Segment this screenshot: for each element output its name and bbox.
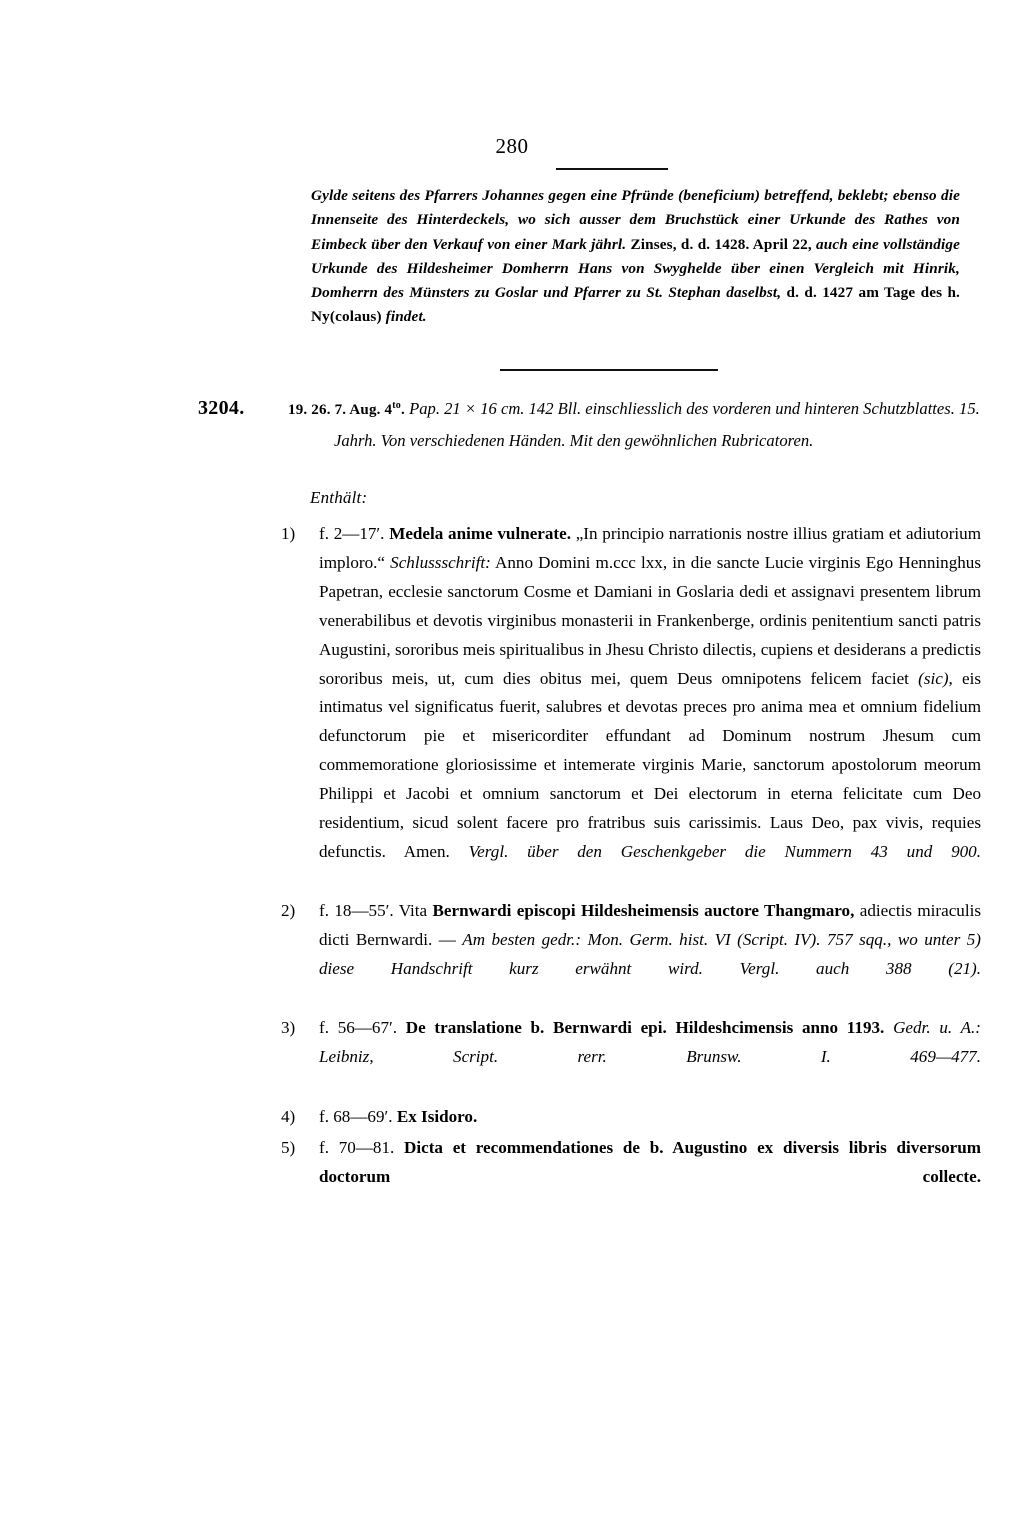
page-number-header [0, 136, 1024, 158]
item-colophon-text: Anno Domini m.ccc lxx, in die sancte Lucie virginis Ego Henninghus Papetran, ecclesie sanctorum Cosme et Damiani in Goslaria dedi et assignavi presentem librum venerabilibus et devotis virginibus monasterii in Frankenberge, ordinis penitentium sancti patris Augustini, sororibus meis spiritualibus in Jhesu Christo dilectis, cupiens et desiderans a predictis sororibus meis, ut, cum dies obitus mei, quem Deus omnipotens felicem faciet [319, 552, 981, 688]
contains-label: Enthält: [310, 488, 368, 507]
item-folio: f. 2—17′. [319, 524, 385, 543]
list-item [281, 897, 981, 1013]
item-body [319, 520, 981, 896]
item-title-prefix: Vita [398, 900, 433, 920]
item-incipit: „In principio narrationis nostre illius gratiam et adiutorium imploro.“ [319, 524, 981, 572]
item-folio: f. 56—67′. [319, 1018, 397, 1038]
intro-text-upright-2: d. d. 1427 am Tage des h. Ny(colaus) [311, 284, 960, 326]
page-number-rule [556, 168, 668, 170]
item-folio: f. 18—55′. [319, 900, 394, 920]
items-list [281, 520, 981, 1221]
item-title: De translatione b. Bernwardi epi. Hildeshcimensis anno 1193. [405, 1018, 885, 1038]
item-marker: 4) [281, 1107, 296, 1127]
entry-number: 3204. [198, 397, 245, 419]
item-title: Dicta et recommendationes de b. Augustino ex diversis libris diversorum doctorum collecte. [319, 1138, 982, 1186]
list-item [281, 520, 981, 896]
item-marker: 2) [281, 900, 296, 920]
item-title: Medela anime vulnerate. [389, 524, 571, 543]
entry-heading [288, 394, 1006, 455]
intro-paragraph [311, 184, 960, 330]
intro-text-3: findet. [381, 308, 427, 326]
item-marker: 1) [281, 524, 296, 543]
section-divider-rule [500, 369, 718, 371]
item-folio: f. 68—69′. [319, 1107, 393, 1127]
intro-text-1: Gylde seitens des Pfarrers Johannes gegen eine Pfründe (beneficium) betreffend, beklebt; ebenso die Innenseite des Hinterdeckels, wo sich ausser dem Bruchstück einer Urkunde des Rathes von Eimbeck über den Verkauf von einer Mark jährl. [311, 187, 960, 253]
page-number: 280 [495, 134, 529, 158]
item-reference-note: Vergl. über den Geschenkgeber die Nummern 43 und 900. [468, 841, 981, 861]
shelfmark-text: 19. 26. 7. Aug. 4 [288, 402, 393, 418]
list-item [281, 1103, 981, 1132]
item-body [319, 1014, 981, 1101]
shelfmark-period: . [400, 402, 405, 418]
intro-text-2: auch eine vollständige Urkunde des Hildesheimer Domherrn Hans von Swyghelde über einen Vergleich mit Hinrik, Domherrn des Münsters zu Goslar und Pfarrer zu St. Stephan daselbst, [311, 235, 960, 302]
item-reference-note: Am besten gedr.: Mon. Germ. hist. VI (Script. IV). 757 sqq., wo unter 5) diese Handschrift kurz erwähnt wird. Vergl. auch 388 (21). [319, 929, 981, 978]
intro-text-upright-1: Zinses, d. d. 1428. April 22, [630, 235, 812, 253]
item-body [319, 897, 981, 1013]
item-folio: f. 70—81. [319, 1138, 395, 1158]
item-colophon-text-2: , eis intimatus vel significatus fuerit, salubres et devotas preces pro anima mea et omnium fidelium defunctorum pie et misericorditer effundant ad Dominum nostrum Jhesum cum commemoratione gloriosissime et intemerate virginis Marie, sanctorum apostolorum meorum Philippi et Jacobi et omnium sanctorum et Dei electorum in eterna felicitate cum Deo residentium, sicud solent facere pro fratribus suis carissimis. Laus Deo, pax vivis, requies defunctis. Amen. [319, 668, 981, 861]
item-reference-note: Gedr. u. A.: Leibniz, Script. rerr. Brunsw. I. 469—477. [319, 1018, 981, 1067]
item-body [319, 1103, 981, 1132]
item-marker: 3) [281, 1018, 296, 1038]
list-item [281, 1014, 981, 1101]
entry-shelfmark [288, 402, 405, 418]
entry-description: Pap. 21 × 16 cm. 142 Bll. einschliesslich des vorderen und hinteren Schutzblattes. 15. Jahrh. Von verschiedenen Händen. Mit den gewöhnlichen Rubricatoren. [334, 399, 980, 450]
item-title: Bernwardi episcopi Hildesheimensis auctore Thangmaro, [432, 900, 855, 920]
item-sic-note: (sic) [918, 668, 949, 688]
item-body [319, 1134, 981, 1221]
shelfmark-superscript: to [392, 400, 401, 411]
list-item [281, 1134, 981, 1221]
item-title: Ex Isidoro. [396, 1107, 478, 1127]
item-roman-text: adiectis miraculis dicti Bernwardi. — [319, 900, 981, 949]
item-marker: 5) [281, 1138, 296, 1158]
entry-shelfmark-wrap [288, 399, 409, 418]
item-colophon-label: Schlussschrift: [390, 552, 491, 572]
